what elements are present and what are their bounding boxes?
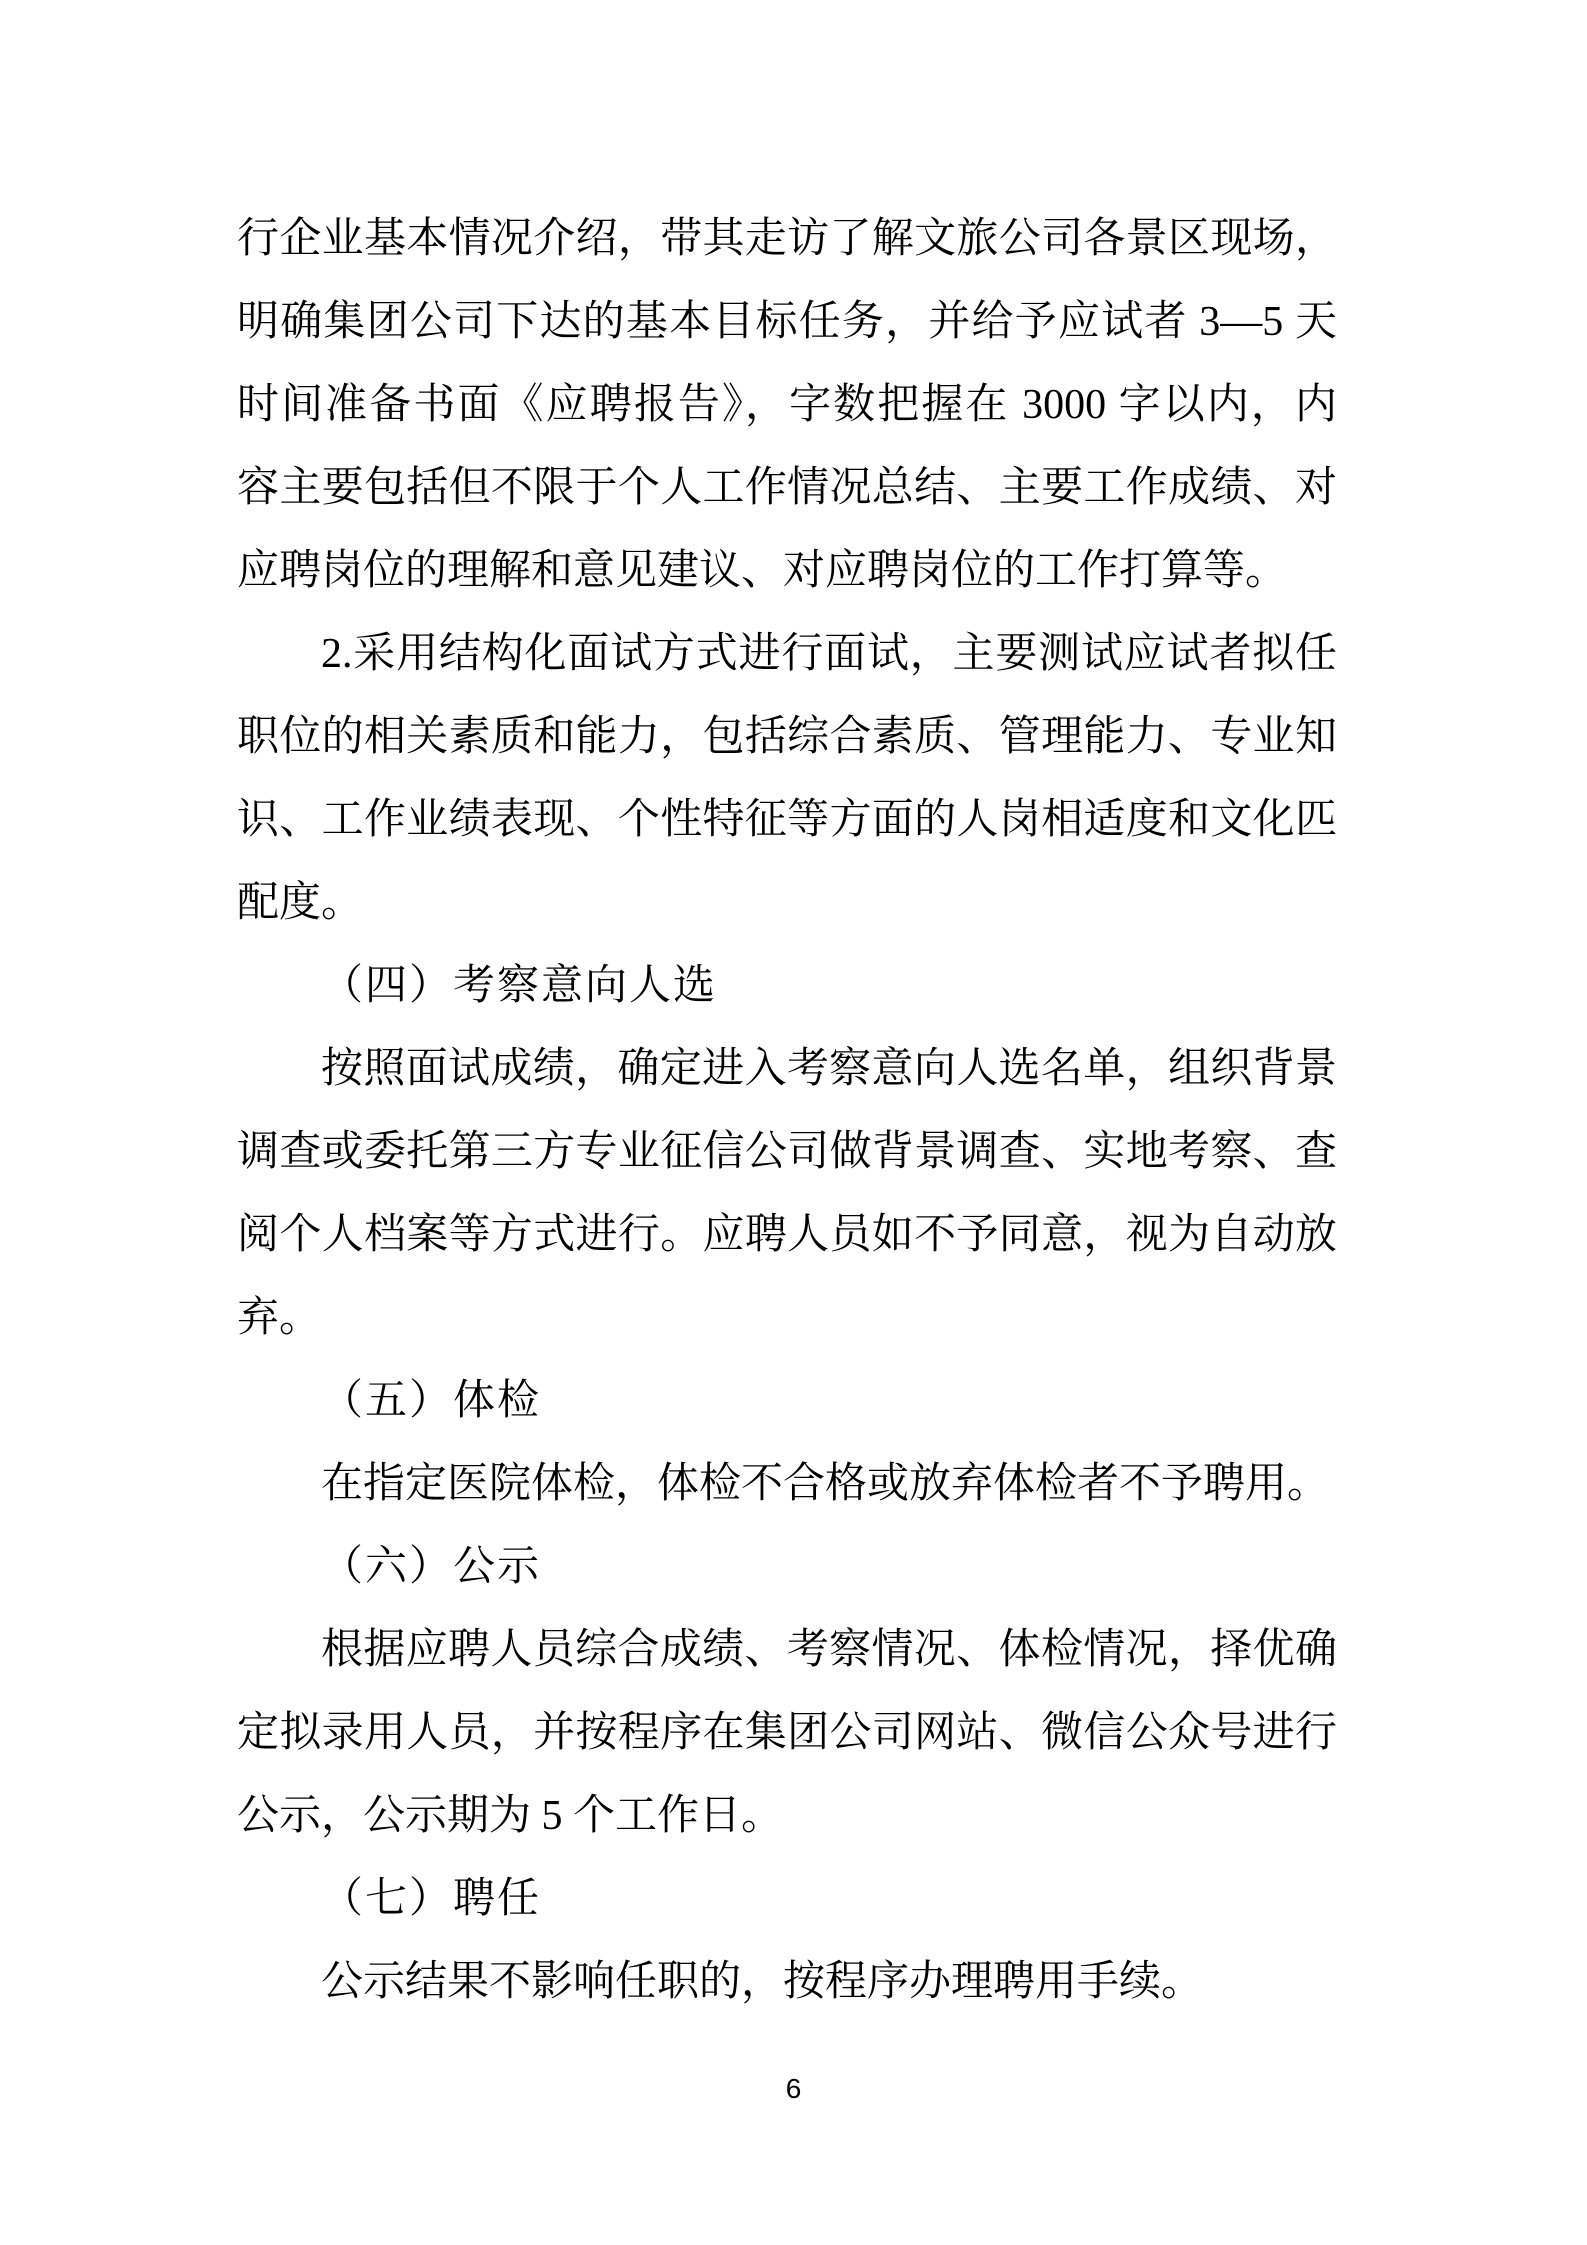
text-line: 职位的相关素质和能力，包括综合素质、管理能力、专业知 <box>237 714 1337 760</box>
text-line: 公示，公示期为 5 个工作日。 <box>237 1793 784 1839</box>
text-line: 公示结果不影响任职的，按程序办理聘用手续。 <box>321 1959 1204 2005</box>
text-line: 弃。 <box>237 1295 322 1341</box>
text-line: 按照面试成绩，确定进入考察意向人选名单，组织背景 <box>321 1046 1337 1092</box>
page-footer <box>0 2072 1587 2106</box>
text-line: 在指定医院体检，体检不合格或放弃体检者不予聘用。 <box>321 1461 1330 1507</box>
section-heading: （五）体检 <box>321 1378 542 1424</box>
text-line: 行企业基本情况介绍，带其走访了解文旅公司各景区现场， <box>237 216 1337 262</box>
text-line: 调查或委托第三方专业征信公司做背景调查、实地考察、查 <box>237 1129 1337 1175</box>
text-line: 容主要包括但不限于个人工作情况总结、主要工作成绩、对 <box>237 465 1337 511</box>
text-line: 定拟录用人员，并按程序在集团公司网站、微信公众号进行 <box>237 1710 1337 1756</box>
text-line: 时间准备书面《应聘报告》，字数把握在 3000 字以内，内 <box>237 382 1337 428</box>
text-line: 阅个人档案等方式进行。应聘人员如不予同意，视为自动放 <box>237 1212 1337 1258</box>
text-line: 应聘岗位的理解和意见建议、对应聘岗位的工作打算等。 <box>237 548 1288 594</box>
section-heading: （四）考察意向人选 <box>321 963 718 1009</box>
text-line: 识、工作业绩表现、个性特征等方面的人岗相适度和文化匹 <box>237 797 1337 843</box>
section-heading: （七）聘任 <box>321 1876 542 1922</box>
text-line: 2.采用结构化面试方式进行面试，主要测试应试者拟任 <box>321 631 1337 677</box>
section-heading: （六）公示 <box>321 1544 542 1590</box>
document-body <box>237 198 1337 2024</box>
text-line: 根据应聘人员综合成绩、考察情况、体检情况，择优确 <box>321 1627 1337 1673</box>
text-line: 配度。 <box>237 880 364 926</box>
text-line: 明确集团公司下达的基本目标任务，并给予应试者 3—5 天 <box>237 299 1337 345</box>
page-number: 6 <box>785 2073 802 2104</box>
